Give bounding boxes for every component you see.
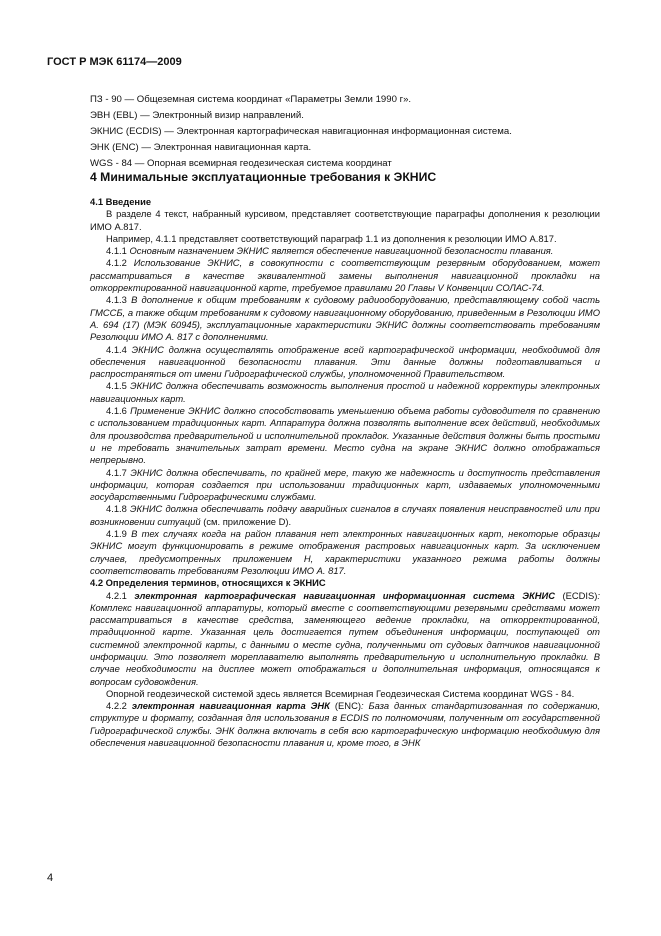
clause-number: 4.1.2 — [106, 257, 127, 269]
clause-number: 4.1.8 — [106, 503, 127, 515]
section-title: 4 Минимальные эксплуатационные требования к ЭКНИС — [90, 170, 437, 184]
paragraph-4-2-2 — [90, 700, 600, 749]
subsection-heading-4-1: 4.1 Введение — [90, 196, 152, 207]
clause-number: 4.1.1 — [106, 245, 127, 257]
paragraph: Например, 4.1.1 представляет соответствующий параграф 1.1 из дополнения к резолюции ИМО А.817. — [106, 232, 557, 244]
paragraph-4-1-3 — [90, 294, 600, 343]
paragraph-4-1-8 — [90, 503, 600, 528]
paragraph-4-2-1 — [90, 590, 600, 688]
paragraph-4-1-9 — [90, 528, 600, 577]
clause-number: 4.1.4 — [106, 343, 127, 355]
clause-text: Применение ЭКНИС должно способствовать уменьшению объема работы судоводителя по сравнению с использованием традиционных карт. Аппаратура должна позволять выполнение всех действий, необходимых для производства предварительной и исполнительной прокладок. Указанные действия должны быть простыми и не требовать значительных затрат времени. Место судна на экране ЭКНИС должно отображаться непрерывно. — [90, 405, 601, 466]
clause-number: 4.1.5 — [106, 380, 127, 392]
paragraph-4-1-6 — [90, 405, 600, 466]
paragraph-4-1-1 — [90, 245, 600, 257]
clause-text: ЭКНИС должна обеспечивать, по крайней мере, такую же надежность и доступность представления информации, которая создается при использовании традиционных карт, издаваемых уполномоченными государственными Гидрографическими службами. — [90, 466, 600, 503]
clause-text: ЭКНИС должна осуществлять отображение всей картографической информации, необходимой для обеспечения навигационной безопасности плавания. Эти данные должны подготавливаться и распространяться от имени Гидрографической службы, уполномоченной Правительством. — [90, 343, 600, 380]
clause-number: 4.1.6 — [106, 405, 127, 417]
abbreviation-item: ПЗ - 90 — Общеземная система координат «Параметры Земли 1990 г». — [90, 94, 412, 105]
clause-text: ЭКНИС должна обеспечивать возможность выполнения простой и надежной корректуры электронных навигационных карт. — [90, 380, 600, 404]
clause-number: 4.1.3 — [106, 294, 127, 306]
abbreviation-item: ЭНК (ENC) — Электронная навигационная карта. — [90, 142, 312, 153]
paragraph-4-1-2 — [90, 257, 600, 294]
clause-reference: (см. приложение D). — [203, 515, 292, 527]
clause-number: 4.1.7 — [106, 466, 127, 478]
clause-number: 4.2.2 — [106, 700, 127, 712]
definition-text: : База данных стандартизованная по содержанию, структуре и формату, созданная для использования в ECDIS по полномочиям, полученным от государственной Гидрографической службы. ЭНК должна включать в себя всю картографическую информацию необходимую для обеспечения навигационной безопасности плавания и, кроме того, в ЭНК — [90, 700, 601, 749]
clause-text: Использование ЭКНИС, в совокупности с соответствующим резервным оборудованием, может рассматриваться в качестве эквивалентной замены выполнения навигационной прокладки на откорректированной навигационной карте, требуемое правилами 20 Главы V Конвенции СОЛАС-74. — [90, 257, 600, 294]
term-abbreviation: (ECDIS) — [562, 589, 598, 601]
clause-text: В тех случаях когда на район плавания нет электронных навигационных карт, некоторые образцы ЭКНИС могут функционировать в режиме отображения растровых навигационных карт. За исключением случаев, предусмотренных приложением Н, характеристики указанного режима работы должны соответствовать требованиям Резолюции ИМО А. 817. — [90, 528, 600, 576]
paragraph-4-1-5 — [90, 380, 600, 405]
abbreviations-list — [90, 92, 512, 172]
clause-text: В дополнение к общим требованиям к судовому радиооборудованию, представляющему собой часть ГМССБ, а также общим требованиям к судовому навигационному оборудованию, приведенным в Резолюции ИМО А. 694 (17) (МЭК 60945), эксплуатационные характеристики ЭКНИС должны соответствовать требованиям Резолюции ИМО А. 817 с дополнениями. — [90, 294, 600, 343]
abbreviation-item: ЭКНИС (ECDIS) — Электронная картографическая навигационная информационная система. — [90, 126, 512, 137]
abbreviation-item: WGS - 84 — Опорная всемирная геодезическая система координат — [90, 158, 392, 169]
document-body — [90, 196, 600, 749]
page-number: 4 — [47, 872, 54, 884]
term: электронная картографическая навигационная информационная система ЭКНИС — [134, 589, 555, 601]
paragraph: Опорной геодезической системой здесь является Всемирная Геодезическая Система координат WGS - 84. — [106, 687, 575, 699]
definition-text: : Комплекс навигационной аппаратуры, который вместе с соответствующими резервными средствами может рассматриваться в качестве средства, заменяющего ведение прокладки, на откорректированной, традиционной карте. Указанная цель достигается путем объединения информации, поступающей от системной электронной карты, с данными о месте судна, полученными от судовых датчиков навигационной информации. Это позволяет мореплавателю выполнять предварительную и исполнительную прокладки. В случае необходимости на дисплее может отображаться и дополнительная информация, относящаяся к вопросам судовождения. — [90, 589, 601, 687]
clause-number: 4.1.9 — [106, 528, 127, 540]
clause-text: ЭКНИС должна обеспечивать подачу аварийных сигналов в случаях появления неисправностей или при возникновении ситуаций — [90, 503, 601, 527]
paragraph-4-1-7 — [90, 467, 600, 504]
abbreviation-item: ЭВН (EBL) — Электронный визир направлений. — [90, 110, 304, 121]
term: электронная навигационная карта ЭНК — [131, 700, 330, 712]
paragraph: В разделе 4 текст, набранный курсивом, представляет соответствующие параграфы дополнения к резолюции ИМО А.817. — [90, 208, 600, 232]
term-abbreviation: (ENC) — [334, 700, 361, 712]
clause-number: 4.2.1 — [106, 589, 127, 601]
clause-text: Основным назначением ЭКНИС является обеспечение навигационной безопасности плавания. — [129, 245, 554, 257]
paragraph-4-1-4 — [90, 344, 600, 381]
document-header: ГОСТ Р МЭК 61174—2009 — [47, 56, 182, 68]
subsection-heading-4-2: 4.2 Определения терминов, относящихся к ЭКНИС — [90, 577, 326, 589]
